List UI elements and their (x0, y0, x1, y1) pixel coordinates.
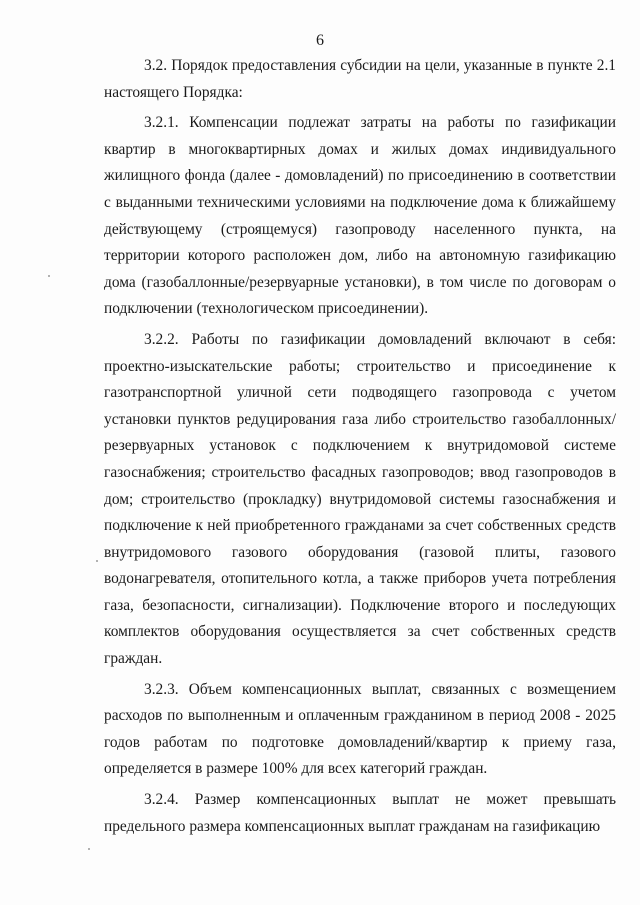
document-body (104, 53, 616, 840)
page-number: 6 (316, 32, 324, 49)
paragraph-3-2: 3.2. Порядок предоставления субсидии на цели, указанные в пункте 2.1 настоящего Порядка: (104, 57, 616, 101)
scan-speck (88, 848, 90, 850)
scan-speck (48, 275, 50, 277)
paragraph-3-2-4: 3.2.4. Размер компенсационных выплат не может превышать предельного размера компенсационных выплат гражданам на газификацию (104, 791, 616, 835)
paragraph-3-2-1: 3.2.1. Компенсации подлежат затраты на работы по газификации квартир в многоквартирных домах и жилых домах индивидуального жилищного фонда (далее - домовладений) по присоединению в соответствии с выданными техническими условиями на подключение дома к ближайшему действующему (строящемуся) газопроводу населенного пункта, на территории которого расположен дом, либо на автономную газификацию дома (газобаллонные/резервуарные установки), в том числе по договорам о подключении (технологическом присоединении). (104, 114, 616, 318)
paragraph-3-2-2: 3.2.2. Работы по газификации домовладений включают в себя: проектно-изыскательские работы; строительство и присоединение к газотранспортной уличной сети подводящего газопровода с учетом установки пунктов редуцирования газа либо строительство газобаллонных/резервуарных установок с подключением к внутридомовой системе газоснабжения; строительство фасадных газопроводов; ввод газопроводов в дом; строительство (прокладку) внутридомовой системы газоснабжения и подключение к ней приобретенного гражданами за счет собственных средств внутридомового газового оборудования (газовой плиты, газового водонагревателя, отопительного котла, а также приборов учета потребления газа, безопасности, сигнализации). Подключение второго и последующих комплектов оборудования осуществляется за счет собственных средств граждан. (104, 330, 616, 668)
scan-speck (96, 560, 98, 562)
paragraph-3-2-3: 3.2.3. Объем компенсационных выплат, связанных с возмещением расходов по выполненным и оплаченным гражданином в период 2008 - 2025 годов работам по подготовке домовладений/квартир к приему газа, определяется в размере 100% для всех категорий граждан. (104, 680, 616, 778)
